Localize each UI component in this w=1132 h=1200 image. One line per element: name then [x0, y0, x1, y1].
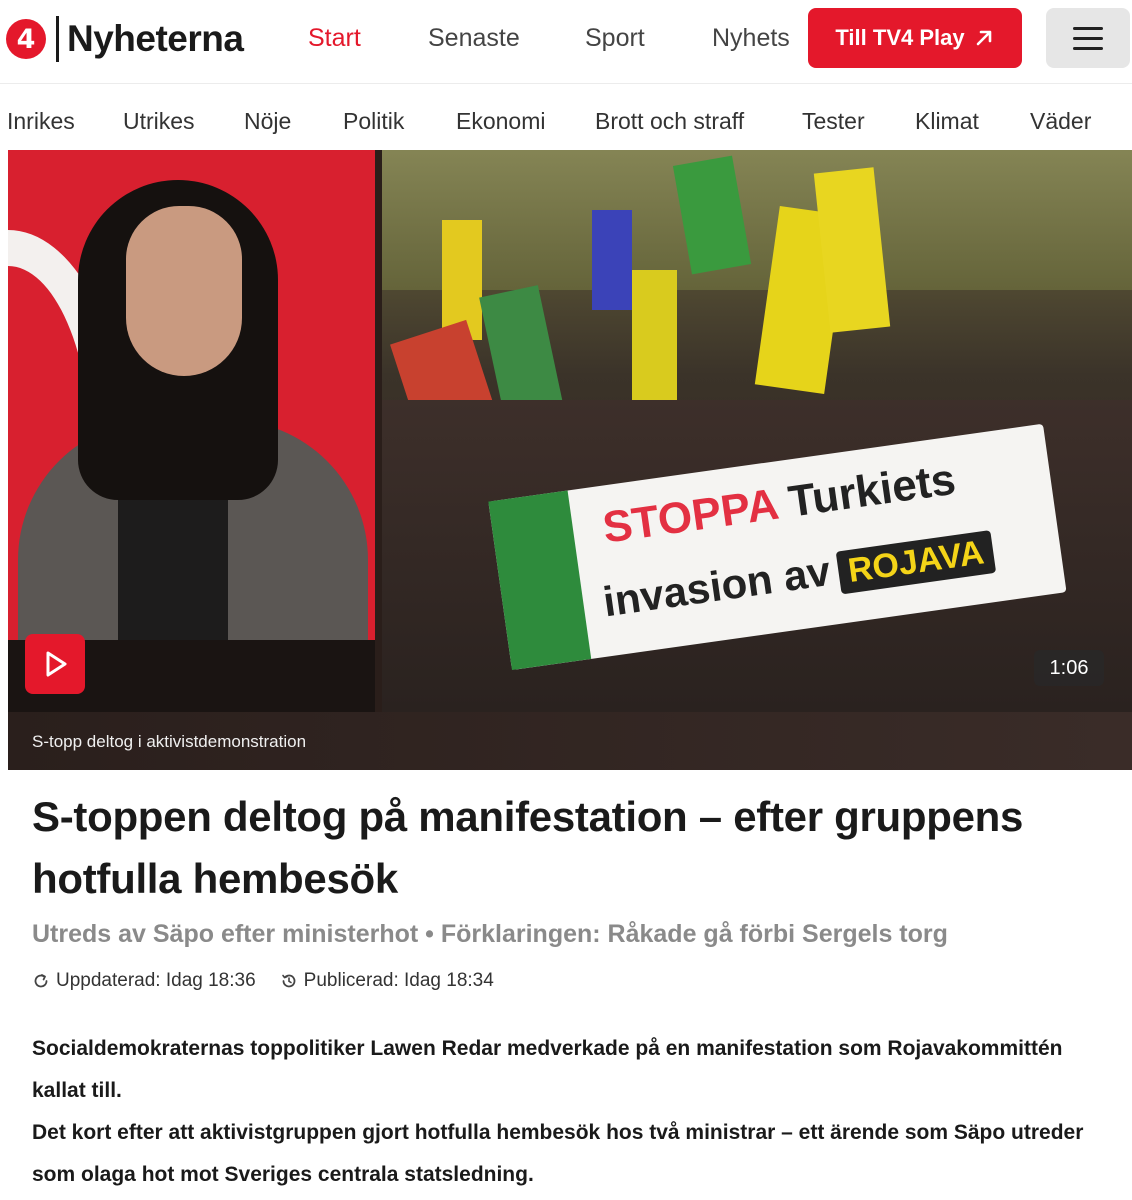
tv4-button-label: Till TV4 Play — [835, 25, 965, 50]
till-tv4-play-button[interactable] — [808, 8, 1022, 68]
top-bar — [0, 0, 1132, 84]
article-subline: Utreds av Säpo efter ministerhot • Förklaringen: Råkade gå förbi Sergels torg — [32, 920, 948, 948]
history-icon — [280, 972, 298, 990]
nav-item-sport[interactable]: Sport — [585, 24, 645, 52]
category-noje[interactable]: Nöje — [244, 108, 292, 134]
hamburger-menu-button[interactable] — [1046, 8, 1130, 68]
nav-item-start[interactable]: Start — [308, 24, 361, 52]
protest-banner: STOPPA Turkiets invasion av ROJAVA — [488, 424, 1066, 670]
category-brott-och-straff[interactable]: Brott och straff — [595, 108, 745, 134]
article-paragraph: Det kort efter att aktivistgruppen gjort hotfulla hembesök hos två ministrar – ett ärende som Säpo utreder som olaga hot mot Sveriges centrala statsledning. — [32, 1121, 1084, 1186]
article-meta — [32, 970, 494, 992]
hero-video[interactable] — [8, 150, 1132, 770]
category-politik[interactable]: Politik — [343, 108, 405, 134]
category-tester[interactable]: Tester — [802, 108, 865, 134]
category-klimat[interactable]: Klimat — [915, 108, 979, 134]
video-duration: 1:06 — [1034, 650, 1104, 686]
play-icon — [40, 649, 70, 679]
category-ekonomi[interactable]: Ekonomi — [456, 108, 546, 134]
logo-text: Nyheterna — [67, 18, 244, 59]
refresh-icon — [32, 972, 50, 990]
article-body — [32, 1028, 1112, 1196]
arrow-up-right-icon — [973, 27, 995, 49]
category-vader[interactable]: Väder — [1030, 108, 1092, 134]
hamburger-menu-icon — [1073, 27, 1103, 30]
tv4-logo-icon: 4 — [6, 19, 46, 59]
nav-item-nyhets[interactable]: Nyhets — [712, 24, 790, 52]
category-inrikes[interactable]: Inrikes — [7, 108, 75, 134]
politician-photo — [8, 150, 375, 712]
article-headline: S-toppen deltog på manifestation – efter gruppens hotfulla hembesök — [32, 793, 1024, 902]
video-caption: S-topp deltog i aktivistdemonstration — [32, 732, 307, 751]
logo-divider — [56, 16, 59, 62]
main-nav — [290, 20, 798, 60]
published-time: Publicerad: Idag 18:34 — [303, 970, 494, 991]
nav-item-senaste[interactable]: Senaste — [428, 24, 520, 52]
category-utrikes[interactable]: Utrikes — [123, 108, 195, 134]
site-logo[interactable] — [6, 14, 243, 64]
article-paragraph: Socialdemokraternas toppolitiker Lawen Redar medverkade på en manifestation som Rojavakommittén kallat till. — [32, 1037, 1063, 1102]
updated-time: Uppdaterad: Idag 18:36 — [56, 970, 256, 991]
demonstration-photo — [382, 150, 1132, 712]
category-nav — [0, 108, 1132, 144]
play-button[interactable] — [25, 634, 85, 694]
